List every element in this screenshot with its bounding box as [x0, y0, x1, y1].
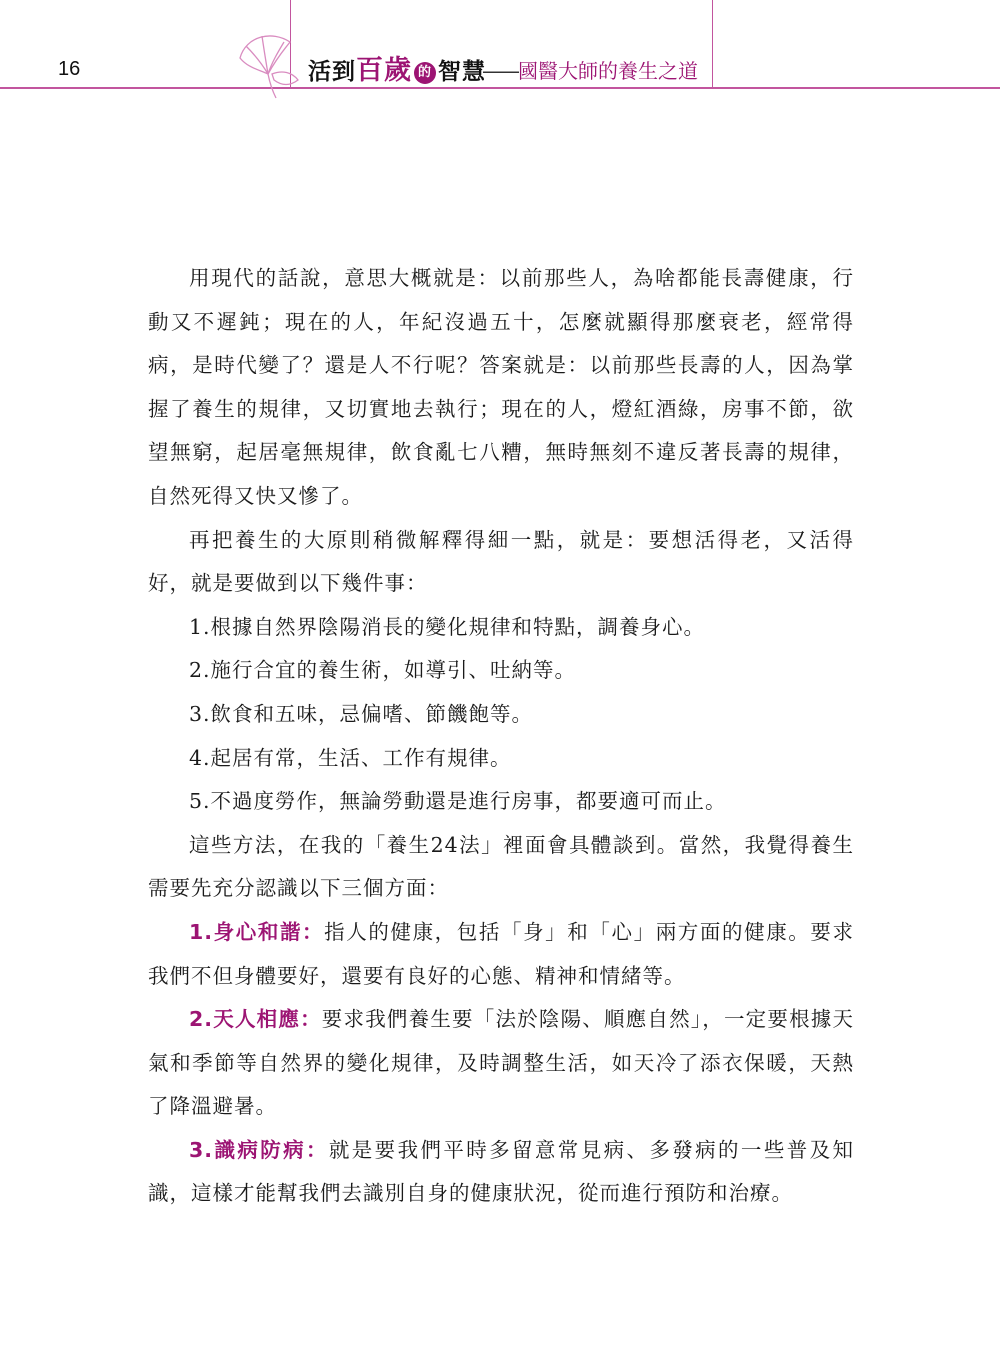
point-1-label: 1.身心和諧：: [189, 919, 325, 944]
point-3-text: 就是要我們平時多留意常見病、多發病的一些普及知識，這樣才能幫我們去識別自身的健康狀況，從而進行預防和治療。: [148, 1137, 854, 1206]
list-item: 5.不過度勞作，無論勞動還是進行房事，都要適可而止。: [189, 789, 727, 814]
point-3-label: 3.識病防病：: [189, 1137, 329, 1162]
book-title-part1: 活到: [308, 59, 356, 85]
header-rule: [0, 87, 1000, 89]
book-title: [308, 48, 486, 87]
subtitle-dash: ——: [482, 59, 518, 83]
header-divider-right: [712, 0, 713, 87]
book-title-part2: 智慧: [438, 59, 486, 85]
page-number: 16: [58, 58, 81, 80]
point-1-text: 指人的健康，包括「身」和「心」兩方面的健康。要求我們不但身體要好，還要有良好的心態、精神和情緒等。: [148, 919, 855, 988]
ginkgo-leaf-icon: [232, 28, 302, 100]
point-2-label: 2.天人相應：: [189, 1007, 322, 1032]
paragraph-3: 這些方法，在我的「養生24法」裡面會具體談到。當然，我覺得養生需要先充分認識以下三個方面：: [148, 832, 854, 901]
book-title-circle: 的: [414, 62, 436, 84]
point-2: [148, 998, 854, 1129]
list-item: 1.根據自然界陰陽消長的變化規律和特點，調養身心。: [189, 614, 706, 639]
page-body: [148, 257, 854, 1216]
point-3: [148, 1129, 854, 1216]
list-item: 4.起居有常，生活、工作有規律。: [189, 745, 512, 770]
book-title-accent: 百歲: [356, 55, 412, 86]
list-item: 2.施行合宜的養生術，如導引、吐納等。: [189, 658, 577, 683]
page-header: [0, 0, 1000, 90]
paragraph-2: 再把養生的大原則稍微解釋得細一點，就是：要想活得老，又活得好，就是要做到以下幾件事：: [148, 527, 854, 596]
point-1: [148, 911, 854, 998]
subtitle-text: 國醫大師的養生之道: [518, 59, 698, 83]
list-item: 3.飲食和五味，忌偏嗜、節饑飽等。: [189, 701, 534, 726]
point-2-text: 要求我們養生要「法於陰陽、順應自然」，一定要根據天氣和季節等自然界的變化規律，及時調整生活，如天冷了添衣保暖，天熱了降溫避暑。: [148, 1007, 854, 1119]
book-subtitle: [482, 55, 698, 84]
paragraph-1: 用現代的話說，意思大概就是：以前那些人，為啥都能長壽健康，行動又不遲鈍；現在的人，年紀沒過五十，怎麼就顯得那麼衰老，經常得病，是時代變了？還是人不行呢？答案就是：以前那些長壽的人，因為掌握了養生的規律，又切實地去執行；現在的人，燈紅酒綠，房事不節，欲望無窮，起居毫無規律，飲食亂七八糟，無時無刻不違反著長壽的規律，自然死得又快又慘了。: [148, 266, 854, 508]
